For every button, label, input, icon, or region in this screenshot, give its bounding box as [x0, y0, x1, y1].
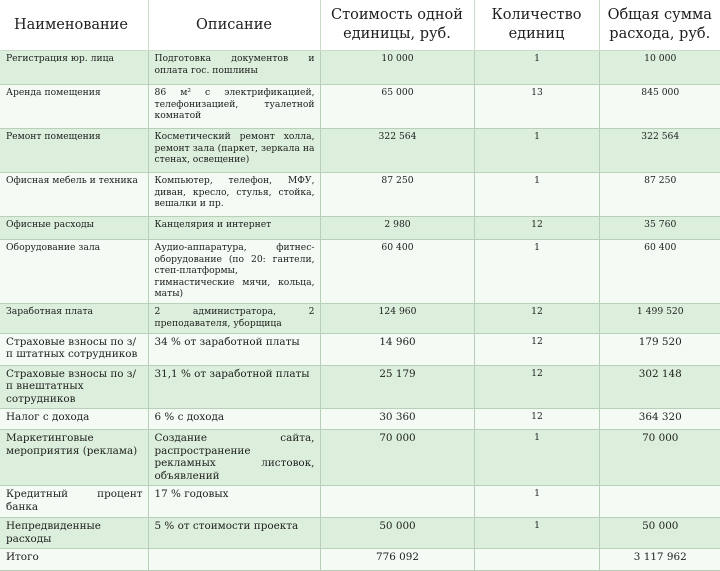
- row-description: Косметический ремонт холла, ремонт зала (паркет, зеркала на стенах, освещение): [148, 129, 320, 173]
- table-row: [0, 409, 720, 430]
- row-description: 34 % от заработной платы: [148, 333, 320, 365]
- grand-total: 3 117 962: [599, 549, 720, 571]
- row-description: Компьютер, телефон, МФУ, диван, кресло, стулья, стойка, вешалки и пр.: [148, 173, 320, 217]
- row-quantity: 1: [474, 518, 599, 549]
- row-name: Заработная плата: [0, 303, 148, 333]
- row-quantity: 12: [474, 303, 599, 333]
- row-description: 5 % от стоимости проекта: [148, 518, 320, 549]
- header-name: Наименование: [0, 0, 148, 51]
- table-row: [0, 85, 720, 129]
- row-description: [148, 549, 320, 571]
- row-unit-cost: 25 179: [320, 365, 474, 409]
- row-quantity: 1: [474, 430, 599, 486]
- table-row: [0, 430, 720, 486]
- row-name: Оборудование зала: [0, 240, 148, 304]
- total-label: Итого: [0, 549, 148, 571]
- total-unit-cost: 776 092: [320, 549, 474, 571]
- row-description: 6 % с дохода: [148, 409, 320, 430]
- row-name: Офисные расходы: [0, 217, 148, 240]
- table-row: [0, 333, 720, 365]
- table-row: [0, 365, 720, 409]
- row-quantity: 12: [474, 333, 599, 365]
- row-quantity: 1: [474, 129, 599, 173]
- row-total: 60 400: [599, 240, 720, 304]
- row-name: Ремонт помещения: [0, 129, 148, 173]
- row-name: Кредитный процент банка: [0, 486, 148, 518]
- row-name: Налог с дохода: [0, 409, 148, 430]
- row-unit-cost: 124 960: [320, 303, 474, 333]
- row-quantity: 12: [474, 365, 599, 409]
- row-unit-cost: 30 360: [320, 409, 474, 430]
- table-row: [0, 240, 720, 304]
- table-row: [0, 173, 720, 217]
- row-description: Канцелярия и интернет: [148, 217, 320, 240]
- table-row: [0, 518, 720, 549]
- row-description: Аудио-аппаратура, фитнес-оборудование (по 20: гантели, степ-платформы, гимнастические мячи, кольца, маты): [148, 240, 320, 304]
- row-description: 31,1 % от заработной платы: [148, 365, 320, 409]
- row-total: 302 148: [599, 365, 720, 409]
- row-total: 87 250: [599, 173, 720, 217]
- total-row: [0, 549, 720, 571]
- row-unit-cost: [320, 486, 474, 518]
- table-row: [0, 486, 720, 518]
- row-unit-cost: 65 000: [320, 85, 474, 129]
- row-name: Непредвиденные расходы: [0, 518, 148, 549]
- row-name: Офисная мебель и техника: [0, 173, 148, 217]
- row-total: 364 320: [599, 409, 720, 430]
- row-total: 35 760: [599, 217, 720, 240]
- row-quantity: 12: [474, 409, 599, 430]
- row-total: 322 564: [599, 129, 720, 173]
- row-quantity: 1: [474, 240, 599, 304]
- header-unit-cost: Стоимость одной единицы, руб.: [320, 0, 474, 51]
- row-total: 1 499 520: [599, 303, 720, 333]
- row-total: 10 000: [599, 51, 720, 85]
- row-description: 86 м² с электрификацией, телефонизацией, туалетной комнатой: [148, 85, 320, 129]
- row-total: [599, 486, 720, 518]
- row-quantity: 1: [474, 51, 599, 85]
- row-quantity: 1: [474, 173, 599, 217]
- row-total: 50 000: [599, 518, 720, 549]
- row-name: Маркетинговые мероприятия (реклама): [0, 430, 148, 486]
- row-description: 2 администратора, 2 преподавателя, уборщица: [148, 303, 320, 333]
- row-name: Регистрация юр. лица: [0, 51, 148, 85]
- row-total: 179 520: [599, 333, 720, 365]
- row-unit-cost: 2 980: [320, 217, 474, 240]
- row-description: Подготовка документов и оплата гос. пошлины: [148, 51, 320, 85]
- table-row: [0, 217, 720, 240]
- row-description: Создание сайта, распространение рекламных листовок, объявлений: [148, 430, 320, 486]
- row-unit-cost: 70 000: [320, 430, 474, 486]
- table-row: [0, 303, 720, 333]
- table-row: [0, 129, 720, 173]
- header-description: Описание: [148, 0, 320, 51]
- row-quantity: [474, 549, 599, 571]
- row-total: 70 000: [599, 430, 720, 486]
- row-name: Страховые взносы по з/п штатных сотрудников: [0, 333, 148, 365]
- table-row: [0, 51, 720, 85]
- header-quantity: Количество единиц: [474, 0, 599, 51]
- row-quantity: 12: [474, 217, 599, 240]
- header-total: Общая сумма расхода, руб.: [599, 0, 720, 51]
- row-unit-cost: 87 250: [320, 173, 474, 217]
- row-name: Аренда помещения: [0, 85, 148, 129]
- row-unit-cost: 10 000: [320, 51, 474, 85]
- row-unit-cost: 14 960: [320, 333, 474, 365]
- row-unit-cost: 60 400: [320, 240, 474, 304]
- row-quantity: 13: [474, 85, 599, 129]
- row-name: Страховые взносы по з/п внештатных сотрудников: [0, 365, 148, 409]
- row-unit-cost: 50 000: [320, 518, 474, 549]
- row-quantity: 1: [474, 486, 599, 518]
- row-unit-cost: 322 564: [320, 129, 474, 173]
- row-description: 17 % годовых: [148, 486, 320, 518]
- header-row: [0, 0, 720, 51]
- row-total: 845 000: [599, 85, 720, 129]
